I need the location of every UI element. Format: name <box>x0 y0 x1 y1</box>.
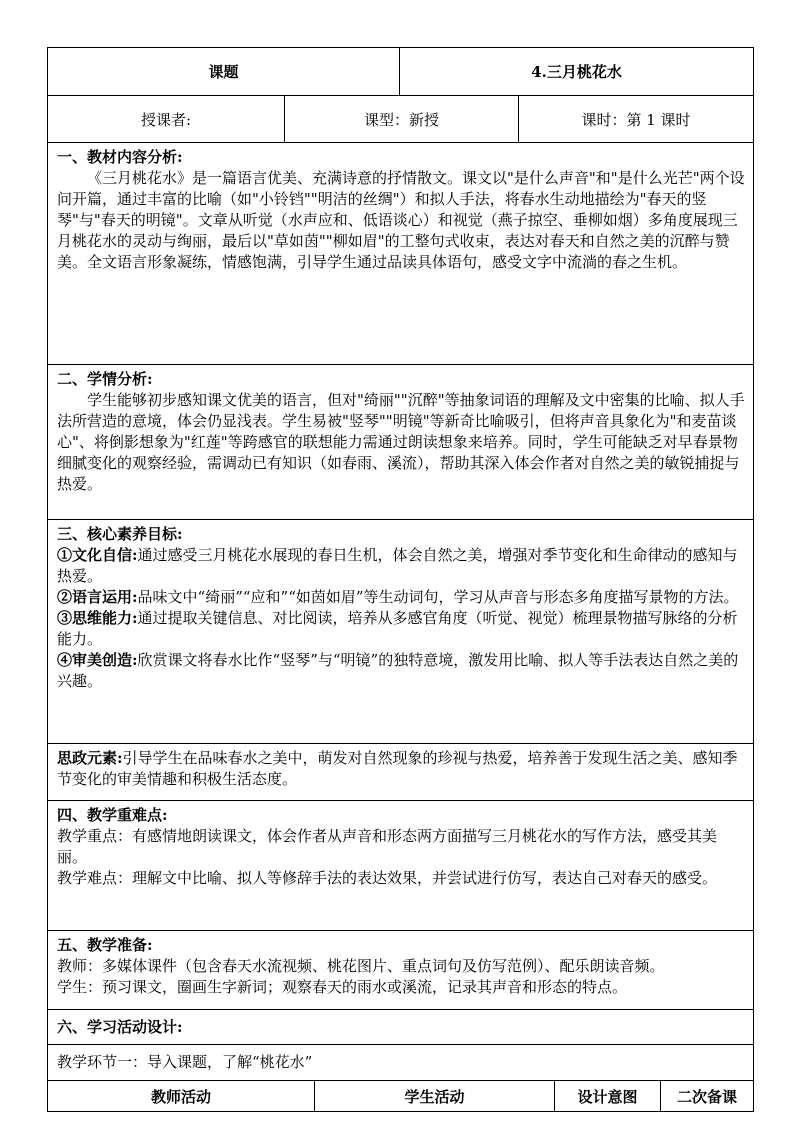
section-title: 一、教材内容分析: <box>57 148 183 166</box>
ideology-body: 引导学生在品味春水之美中，萌发对自然现象的珍视与热爱，培养善于发现生活之美、感知季节变化的审美情趣和积极生活态度。 <box>57 749 738 788</box>
goal-item <box>57 608 745 650</box>
goal-text: 欣赏课文将春水比作“竖琴”与“明镜”的独特意境，激发用比喻、拟人等手法表达自然之美的兴趣。 <box>57 651 739 690</box>
goal-label: ③思维能力: <box>57 609 138 627</box>
section-preparation <box>48 931 754 1010</box>
goal-text: 通过提取关键信息、对比阅读，培养从多感官角度（听觉、视觉）梳理景物描写脉络的分析能力。 <box>57 609 738 648</box>
goal-item <box>57 545 745 587</box>
lesson-period: 课时：第 1 课时 <box>519 96 754 142</box>
section-student-analysis <box>48 365 754 520</box>
goal-text: 品味文中“绮丽”“应和”“如茵如眉”等生动词句，学习从声音与形态多角度描写景物的方法。 <box>137 588 739 606</box>
goal-label: ①文化自信: <box>57 546 138 564</box>
section-body: 学生能够初步感知课文优美的语言，但对"绮丽""沉醉"等抽象词语的理解及文中密集的比喻、拟人手法所营造的意境，体会仍显浅表。学生易被"竖琴""明镜"等新奇比喻吸引，但将声音具象化为"和麦苗谈心"、将倒影想象为"红莲"等跨感官的联想能力需通过朗读想象来培养。同时，学生可能缺乏对早春景物细腻变化的观察经验，需调动已有知识（如春雨、溪流），帮助其深入体会作者对自然之美的敏锐捕捉与热爱。 <box>57 391 745 493</box>
section-textbook-analysis <box>48 143 754 365</box>
section-core-goals <box>48 520 754 744</box>
goal-item <box>57 587 745 608</box>
student-prep: 学生：预习课文，圈画生字新词；观察春天的雨水或溪流，记录其声音和形态的特点。 <box>57 978 628 996</box>
section-key-difficult-content <box>48 801 754 930</box>
topic-value: 4.三月桃花水 <box>400 48 754 95</box>
column-student-activity: 学生活动 <box>315 1081 555 1111</box>
column-second-prep: 二次备课 <box>661 1081 754 1111</box>
section-student-analysis-content <box>48 365 754 519</box>
goal-item <box>57 650 745 692</box>
section-ideology <box>48 744 754 801</box>
section-preparation-content <box>48 931 754 1009</box>
step-text: 教学环节一：导入课题，了解“桃花水” <box>57 1053 313 1071</box>
section-textbook-analysis-content <box>48 143 754 364</box>
column-teacher-activity: 教师活动 <box>48 1081 315 1111</box>
key-point: 教学重点：有感情地朗读课文，体会作者从声音和形态两方面描写三月桃花水的写作方法，感受其美丽。 <box>57 827 718 866</box>
lesson-info-row <box>48 96 754 143</box>
teacher-prep: 教师：多媒体课件（包含春天水流视频、桃花图片、重点词句及仿写范例）、配乐朗读音频。 <box>57 957 665 975</box>
column-design-intent: 设计意图 <box>555 1081 661 1111</box>
teacher-label: 授课者: <box>48 96 285 142</box>
difficulty: 教学难点：理解文中比喻、拟人等修辞手法的表达效果，并尝试进行仿写，表达自己对春天的感受。 <box>57 869 718 887</box>
section-activity-title-cell <box>48 1010 754 1044</box>
topic-label: 课题 <box>48 48 400 95</box>
section-title: 三、核心素养目标: <box>57 525 183 543</box>
goal-label: ②语言运用: <box>57 588 138 606</box>
section-activity-design <box>48 1010 754 1045</box>
section-core-goals-content <box>48 520 754 743</box>
activity-columns-header <box>48 1081 754 1112</box>
section-body: 《三月桃花水》是一篇语言优美、充满诗意的抒情散文。课文以"是什么声音"和"是什么光芒"两个设问开篇，通过丰富的比喻（如"小铃铛""明洁的丝绸"）和拟人手法，将春水生动地描绘为"春天的竖琴"与"春天的明镜"。文章从听觉（水声应和、低语谈心）和视觉（燕子掠空、垂柳如烟）多角度展现三月桃花水的灵动与绚丽，最后以"草如茵""柳如眉"的工整句式收束，表达对春天和自然之美的沉醉与赞美。全文语言形象凝练，情感饱满，引导学生通过品读具体语句，感受文字中流淌的春之生机。 <box>57 169 745 271</box>
goal-text: 通过感受三月桃花水展现的春日生机，体会自然之美，增强对季节变化和生命律动的感知与热爱。 <box>57 546 738 585</box>
section-title: 二、学情分析: <box>57 370 153 388</box>
topic-row <box>48 48 754 96</box>
section-title: 六、学习活动设计: <box>57 1017 183 1036</box>
section-key-difficult <box>48 801 754 931</box>
section-title: 四、教学重难点: <box>57 806 168 824</box>
goal-label: ④审美创造: <box>57 651 138 669</box>
ideology-text <box>57 748 745 790</box>
step-row <box>48 1045 754 1081</box>
lesson-plan-table <box>47 47 754 1112</box>
section-title: 五、教学准备: <box>57 936 153 954</box>
step-cell <box>48 1045 754 1080</box>
section-ideology-content <box>48 744 754 800</box>
ideology-label: 思政元素: <box>57 749 123 767</box>
lesson-type: 课型：新授 <box>285 96 519 142</box>
